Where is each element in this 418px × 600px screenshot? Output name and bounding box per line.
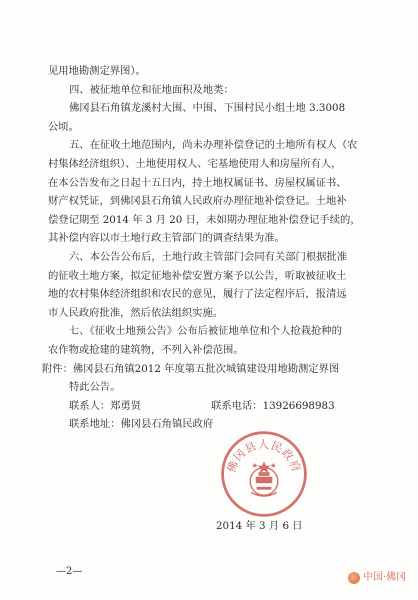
section-paragraph: 五、在征收土地范围内，尚未办理补偿登记的土地所有权人（农: [69, 139, 358, 152]
issue-date: 2014 年 3 月 6 日: [216, 520, 303, 532]
watermark-logo-icon: [348, 572, 360, 584]
closing-line: 特此公告。: [69, 381, 121, 394]
text-line: 偿登记期至 2014 年 3 月 20 日，未如期办理征地补偿登记手续的，: [48, 213, 361, 226]
contact-phone: 13926698983: [262, 399, 335, 412]
section-paragraph: 七、《征收土地预公告》公布后被征地单位和个人抢栽抢种的: [69, 325, 342, 338]
text-line: 农作物或抢建的建筑物，不列入补偿范围。: [48, 343, 244, 356]
text-line: 的征收土地方案，拟定征地补偿安置方案予以公告，听取被征收土: [48, 269, 347, 282]
contact-row: [48, 397, 368, 416]
contact-person: 联系人：郑勇贤: [69, 399, 142, 412]
text-line: 在本公告发布之日起十五日内，持土地权属证书、房屋权属证书、: [48, 176, 347, 189]
section-heading: 四、被征地单位和征地面积及地类：: [69, 83, 234, 96]
official-seal: [218, 428, 310, 520]
seal-text: 佛冈县人民政府: [224, 438, 304, 475]
watermark-text: 中国·佛冈: [363, 572, 407, 583]
text-line: 佛冈县石角镇龙溪村大围、中围、下围村民小组土地 3.3008: [69, 102, 346, 115]
text-line: 市人民政府批准，然后依法组织实施。: [48, 306, 224, 319]
text-line: 财产权凭证，到佛冈县石角镇人民政府办理征地补偿登记。土地补: [48, 195, 347, 208]
text-line: 公顷。: [48, 120, 79, 133]
text-line: 见用地勘测定界图）。: [48, 65, 146, 77]
body-text: [42, 62, 368, 434]
attachment-line: 附件：佛冈县石角镇2012 年度第五批次城镇建设用地勘测定界图: [42, 362, 340, 375]
contact-address: 联系地址：佛冈县石角镇民政府: [69, 418, 214, 431]
section-paragraph: 六、本公告公布后，土地行政主管部门会同有关部门根据批准: [69, 250, 348, 263]
text-line: 其补偿内容以市土地行政主管部门的调查结果为准。: [48, 232, 285, 245]
text-line: 村集体经济组织）、土地使用权人、宅基地使用人和房屋所有人，: [48, 157, 342, 170]
watermark: [348, 569, 406, 588]
emblem-icon: [250, 461, 278, 496]
contact-phone-label: 联系电话：: [211, 399, 263, 412]
page-number: —2—: [56, 566, 83, 577]
text-line: 地的农村集体经济组织和农民的意见，履行了法定程序后，报清远: [48, 288, 347, 301]
